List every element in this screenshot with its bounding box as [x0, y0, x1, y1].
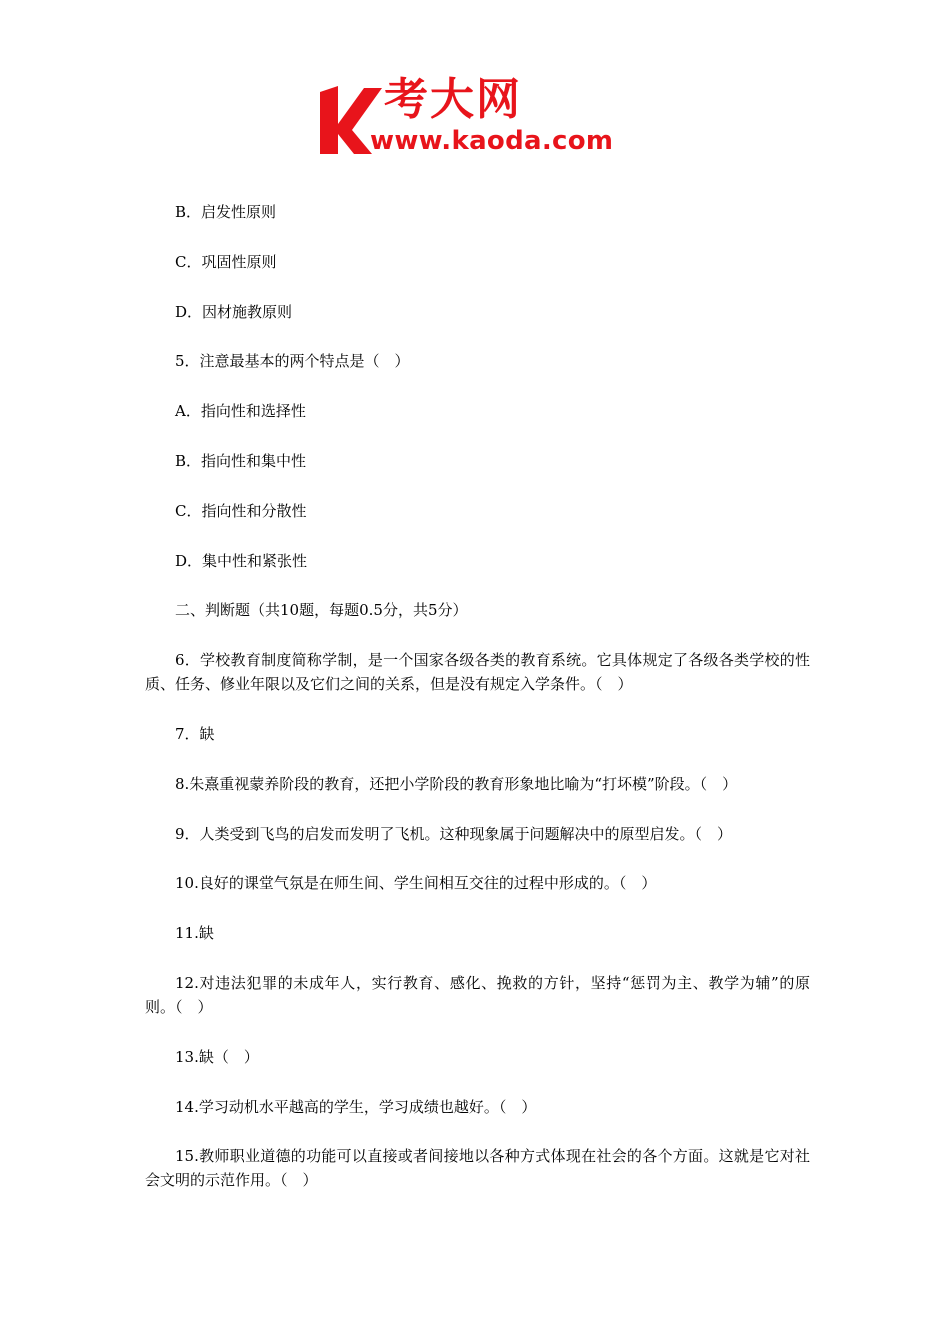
- question-13: 13.缺（ ）: [175, 1047, 259, 1066]
- document-body: [145, 200, 810, 1218]
- question-14: 14.学习动机水平越高的学生，学习成绩也越好。（ ）: [175, 1097, 537, 1116]
- logo-chinese-text: 考大网: [384, 74, 522, 125]
- question-8: 8.朱熹重视蒙养阶段的教育，还把小学阶段的教育形象地比喻为“打坏模”阶段。（ ）: [175, 774, 738, 793]
- question-5: 5．注意最基本的两个特点是（ ）: [175, 352, 410, 371]
- option-d-principle: D．因材施教原则: [175, 302, 293, 321]
- kaoda-logo: [318, 74, 640, 160]
- question-5-option-c: C．指向性和分散性: [175, 501, 307, 520]
- question-6: 6．学校教育制度简称学制，是一个国家各级各类的教育系统。它具体规定了各级各类学校的性质、任务、修业年限以及它们之间的关系，但是没有规定入学条件。（ ）: [145, 651, 810, 694]
- option-c-principle: C．巩固性原则: [175, 252, 277, 271]
- question-5-option-a: A．指向性和选择性: [175, 402, 306, 421]
- option-b-principle: B．启发性原则: [175, 203, 277, 221]
- question-5-option-d: D．集中性和紧张性: [175, 551, 308, 570]
- question-5-option-b: B．指向性和集中性: [175, 451, 307, 470]
- question-9: 9．人类受到飞鸟的启发而发明了飞机。这种现象属于问题解决中的原型启发。（ ）: [175, 824, 733, 843]
- question-15: 15.教师职业道德的功能可以直接或者间接地以各种方式体现在社会的各个方面。这就是它对社会文明的示范作用。（ ）: [145, 1147, 810, 1190]
- question-12: 12.对违法犯罪的未成年人，实行教育、感化、挽救的方针，坚持“惩罚为主、教学为辅”的原则。（ ）: [145, 973, 810, 1016]
- question-11: 11.缺: [175, 924, 214, 943]
- logo-url-text: www.kaoda.com: [370, 126, 614, 156]
- question-7: 7．缺: [175, 724, 215, 743]
- section-heading-judgment: 二、判断题（共10题，每题0.5分，共5分）: [175, 601, 468, 620]
- question-10: 10.良好的课堂气氛是在师生间、学生间相互交往的过程中形成的。（ ）: [175, 874, 657, 893]
